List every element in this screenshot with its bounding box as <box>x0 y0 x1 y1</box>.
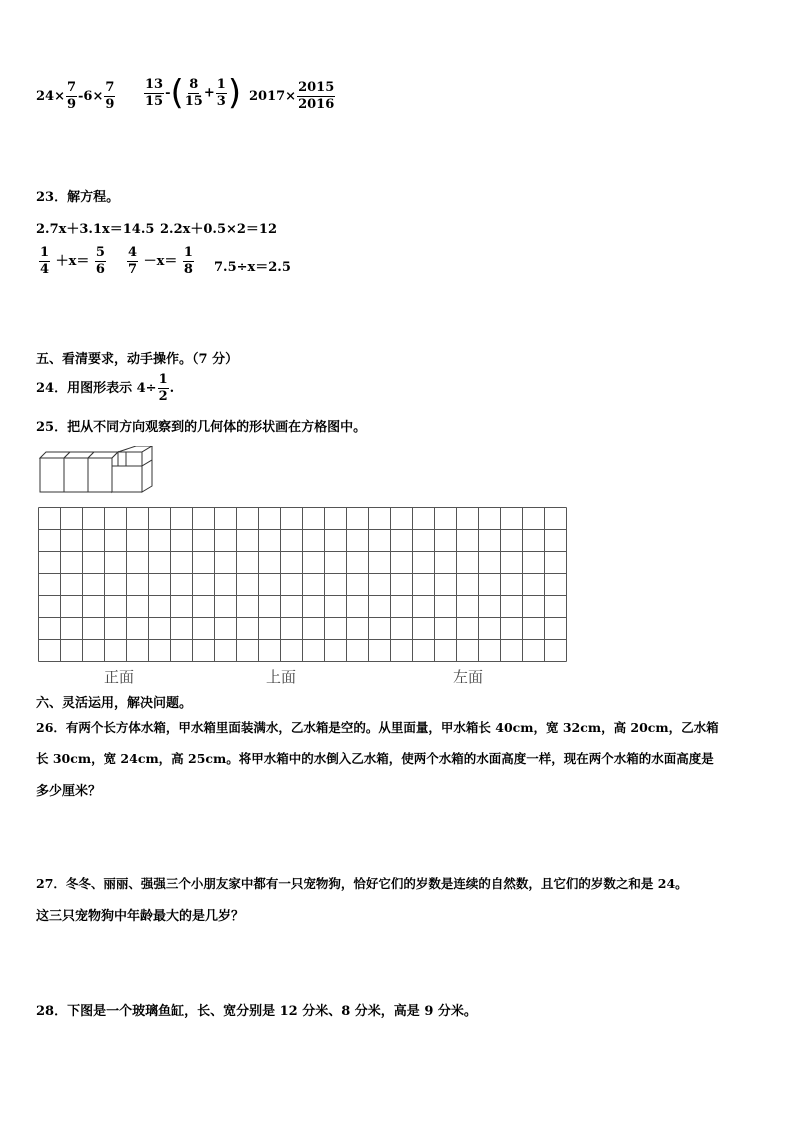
expr-3: 2017× $\frac{2015}{2016}$ <box>249 80 335 112</box>
expr-1: 24× $\frac{7}{9}$ -6× $\frac{7}{9}$ <box>36 80 115 112</box>
label-top: 上面 <box>266 668 297 686</box>
section-6-heading: 六、灵活运用，解决问题。 <box>36 696 193 711</box>
fraction: $\frac{7}{9}$ <box>105 80 115 112</box>
q26-line2: 长 30cm，宽 24cm，高 25cm。将甲水箱中的水倒入乙水箱，使两个水箱的水面高度一样，现在两个水箱的水面高度是 <box>36 751 714 766</box>
q23-title: 23．解方程。 <box>36 190 120 205</box>
equation-3: $\frac{1}{4}$ ＋x＝ $\frac{5}{6}$ <box>40 245 105 277</box>
q27-line1: 27．冬冬、丽丽、强强三个小朋友家中都有一只宠物狗，恰好它们的岁数是连续的自然数，且它们的岁数之和是 24。 <box>36 876 688 891</box>
label-left: 左面 <box>453 668 484 686</box>
drawing-grid[interactable] <box>38 507 568 663</box>
cube-figure <box>36 446 156 496</box>
fraction: $\frac{13}{15}$ <box>145 76 164 109</box>
fraction: $\frac{7}{9}$ <box>66 80 77 112</box>
equation-1: 2.7x＋3.1x＝14.5 <box>36 222 155 237</box>
fraction: $\frac{1}{3}$ <box>216 76 226 109</box>
fraction: $\frac{8}{15}$ <box>184 76 203 109</box>
equation-5: 7.5÷x＝2.5 <box>214 260 291 275</box>
fraction: $\frac{2015}{2016}$ <box>298 80 335 112</box>
q28: 28．下图是一个玻璃鱼缸，长、宽分别是 12 分米、8 分米，高是 9 分米。 <box>36 1004 477 1019</box>
q26-line1: 26．有两个长方体水箱，甲水箱里面装满水，乙水箱是空的。从里面量，甲水箱长 40cm，宽 32cm，高 20cm，乙水箱 <box>36 720 719 735</box>
equation-4: $\frac{4}{7}$ －x＝ $\frac{1}{8}$ <box>128 245 193 277</box>
equation-2: 2.2x＋0.5×2＝12 <box>160 222 278 237</box>
q26-line3: 多少厘米？ <box>36 784 102 799</box>
section-5-heading: 五、看清要求，动手操作。（7 分） <box>36 352 239 367</box>
q25: 25．把从不同方向观察到的几何体的形状画在方格图中。 <box>36 420 367 435</box>
label-front: 正面 <box>104 668 135 686</box>
q24: 24．用图形表示 4÷ $\frac{1}{2}$ . <box>36 372 175 404</box>
expr-2: $\frac{13}{15}$ -( $\frac{8}{15}$ + $\frac{1}{3}$ ) <box>145 73 242 113</box>
q27-line2: 这三只宠物狗中年龄最大的是几岁？ <box>36 909 245 924</box>
